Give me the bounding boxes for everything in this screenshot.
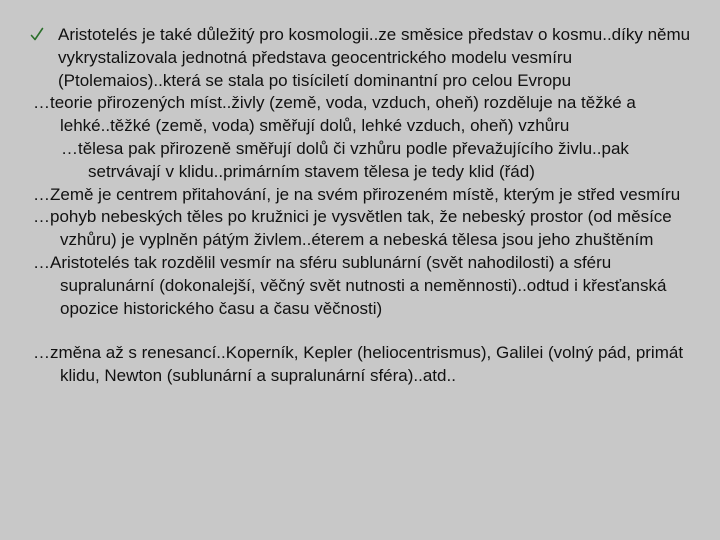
paragraph-celestial-motion: …pohyb nebeských těles po kružnici je vysvětlen tak, že nebeský prostor (od měsíce vzhůru) je vyplněn pátým živlem..éterem a nebeská tělesa jsou jeho zhuštěním <box>33 207 672 250</box>
paragraph-renaissance: …změna až s renesancí..Koperník, Kepler (heliocentrismus), Galilei (volný pád, primát klidu, Newton (sublunární a supralunární sféra)..atd.. <box>33 343 684 386</box>
paragraph-bodies-motion: …tělesa pak přirozeně směřují dolů či vzhůru podle převažujícího živlu..pak setrvávají v klidu..primárním stavem tělesa je tedy klid (řád) <box>61 138 629 181</box>
paragraph-spheres: …Aristotelés tak rozdělil vesmír na sféru sublunární (svět nahodilosti) a sféru supralunární (dokonalejší, věčný svět nutnosti a neměnnosti)..odtud i křesťanská opozice historického času a času věčnosti) <box>33 252 667 318</box>
spacer <box>28 320 700 342</box>
paragraph-aristotle-cosmology <box>28 24 700 92</box>
paragraph-text: Aristotelés je také důležitý pro kosmologii..ze směsice představ o kosmu..díky němu vykrystalizovala jednotná představa geocentrického modelu vesmíru (Ptolemaios)..která se stala po tisíciletí dominantní pro celou Evropu <box>58 25 691 90</box>
paragraph-earth-center: …Země je centrem přitahování, je na svém přirozeném místě, kterým je střed vesmíru <box>33 184 681 204</box>
slide-content <box>28 24 700 388</box>
paragraph-natural-places: …teorie přirozených míst..živly (země, voda, vzduch, oheň) rozděluje na těžké a lehké..těžké (země, voda) směřují dolů, lehké vzduch, oheň) vzhůru <box>33 93 636 136</box>
checkmark-icon <box>30 25 44 43</box>
